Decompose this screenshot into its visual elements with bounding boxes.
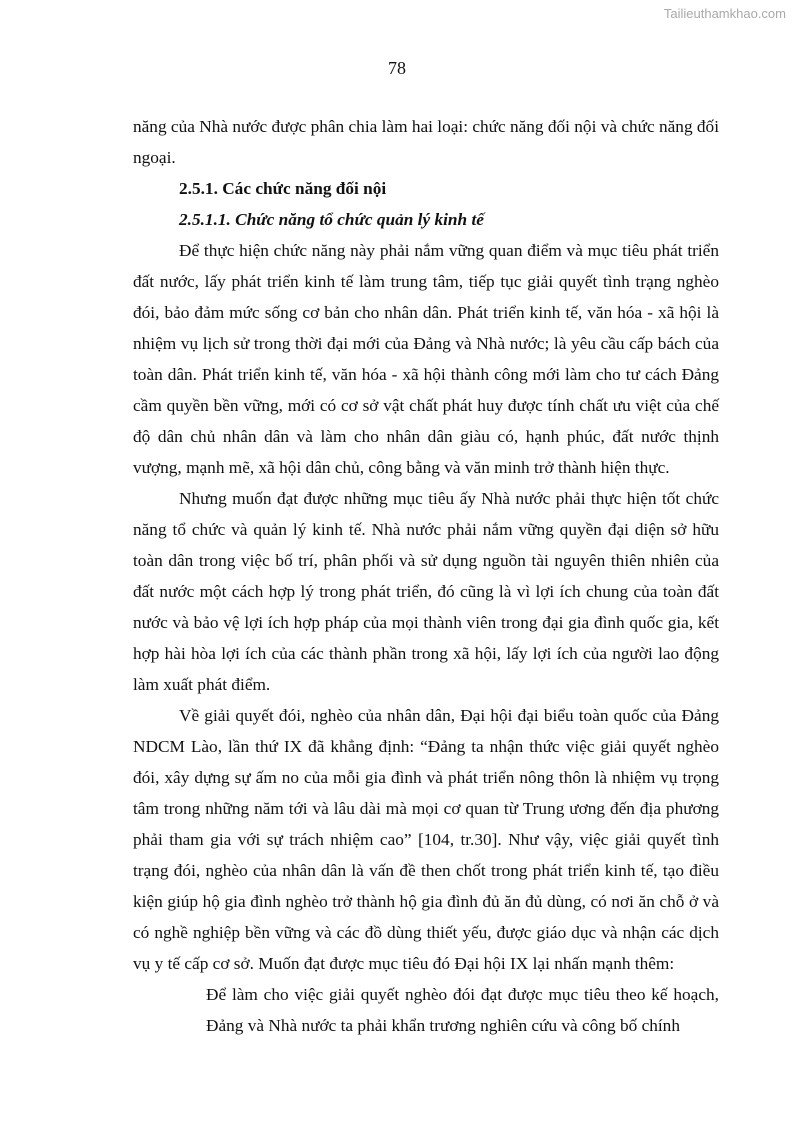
paragraph-poverty-reduction: Về giải quyết đói, nghèo của nhân dân, Đại hội đại biểu toàn quốc của Đảng NDCM Lào, lần thứ IX đã khẳng định: “Đảng ta nhận thức việc giải quyết nghèo đói, xây dựng sự ấm no của mỗi gia đình và phát triển nông thôn là nhiệm vụ trọng tâm trong những năm tới và lâu dài mà mọi cơ quan từ Trung ương đến địa phương phải tham gia với sự trách nhiệm cao” [104, tr.30]. Như vậy, việc giải quyết tình trạng đói, nghèo của nhân dân là vấn đề then chốt trong phát triển kinh tế, tạo điều kiện giúp hộ gia đình nghèo trở thành hộ gia đình đủ ăn đủ dùng, có nơi ăn chỗ ở và có nghề nghiệp bền vững và các đồ dùng thiết yếu, được giáo dục và nhận các dịch vụ y tế cấp cơ sở. Muốn đạt được mục tiêu đó Đại hội IX lại nhấn mạnh thêm:: [133, 706, 719, 973]
paragraph-continuation: năng của Nhà nước được phân chia làm hai loại: chức năng đối nội và chức năng đối ngoại.: [133, 117, 719, 167]
paragraph-economic-function: Để thực hiện chức năng này phải nắm vững quan điểm và mục tiêu phát triển đất nước, lấy phát triển kinh tế làm trung tâm, tiếp tục giải quyết tình trạng nghèo đói, bảo đảm mức sống cơ bản cho nhân dân. Phát triển kinh tế, văn hóa - xã hội là nhiệm vụ lịch sử trong thời đại mới của Đảng và Nhà nước; là yêu cầu cấp bách của toàn dân. Phát triển kinh tế, văn hóa - xã hội thành công mới làm cho tư cách Đảng cầm quyền bền vững, mới có cơ sở vật chất phát huy được tính chất ưu việt của chế độ dân chủ nhân dân và làm cho nhân dân giàu có, hạnh phúc, đất nước thịnh vượng, mạnh mẽ, xã hội dân chủ, công bằng và văn minh trở thành hiện thực.: [133, 241, 719, 477]
document-body: [133, 111, 719, 1041]
subsection-heading: 2.5.1.1. Chức năng tổ chức quản lý kinh tế: [179, 210, 484, 229]
section-heading: 2.5.1. Các chức năng đối nội: [179, 179, 387, 198]
paragraph-state-management: Nhưng muốn đạt được những mục tiêu ấy Nhà nước phải thực hiện tốt chức năng tổ chức và quản lý kinh tế. Nhà nước phải nắm vững quyền đại diện sở hữu toàn dân trong việc bố trí, phân phối và sử dụng nguồn tài nguyên thiên nhiên của đất nước một cách hợp lý trong phát triển, đó cũng là vì lợi ích chung của toàn đất nước và bảo vệ lợi ích hợp pháp của mọi thành viên trong đại gia đình quốc gia, kết hợp hài hòa lợi ích của các thành phần trong xã hội, lấy lợi ích của người lao động làm xuất phát điểm.: [133, 489, 719, 694]
watermark-text: Tailieuthamkhao.com: [663, 6, 786, 21]
block-quote: Để làm cho việc giải quyết nghèo đói đạt được mục tiêu theo kế hoạch, Đảng và Nhà nước ta phải khẩn trương nghiên cứu và công bố chính: [206, 985, 719, 1035]
page-number: 78: [388, 58, 406, 78]
